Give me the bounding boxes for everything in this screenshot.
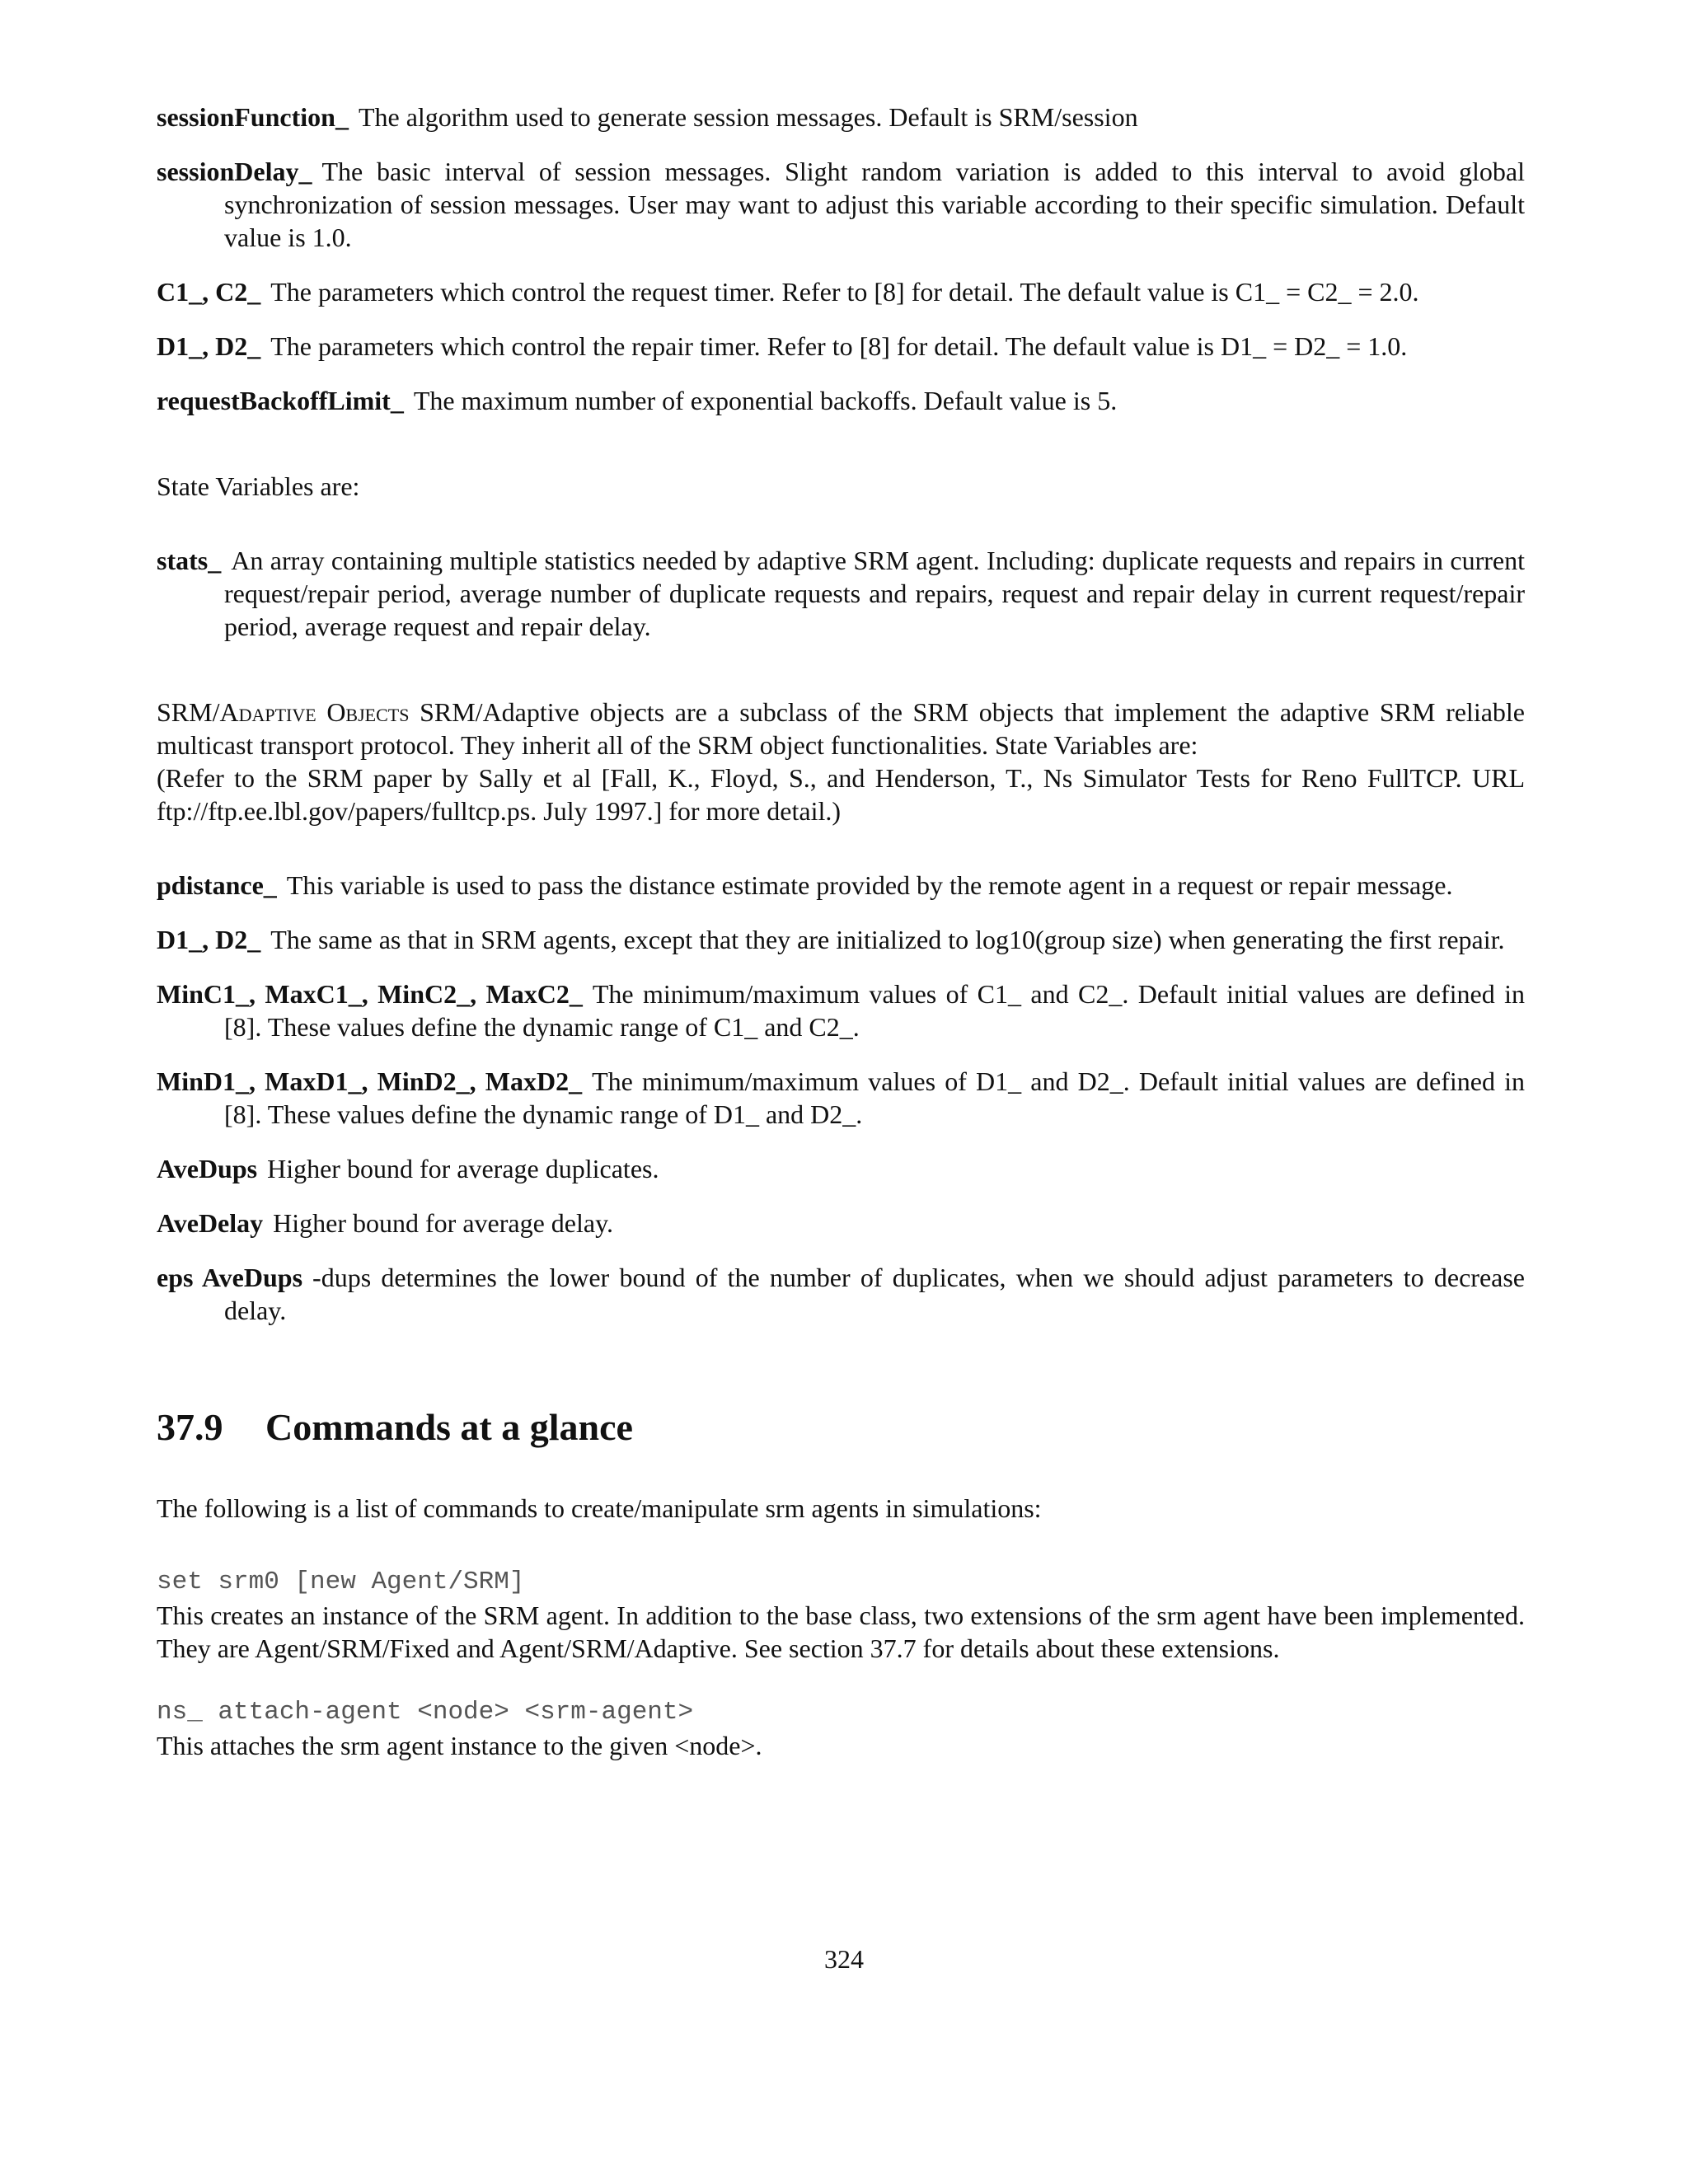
definition-term: D1_, D2_ — [157, 925, 261, 954]
definition-term: AveDups — [157, 1154, 258, 1183]
definition-text: This variable is used to pass the distance estimate provided by the remote agent in a request or repair message. — [286, 870, 1453, 900]
definition-text: The parameters which control the repair timer. Refer to [8] for detail. The default value is D1_ = D2_ = 1.0. — [270, 331, 1408, 361]
definition-text: The minimum/maximum values of C1_ and C2_. Default initial values are defined in [8]. These values define the dynamic range of C1_ and C2_. — [224, 979, 1526, 1042]
definition-d1-d2 — [157, 330, 1525, 363]
definition-min-max-d — [157, 1065, 1525, 1131]
definition-session-function — [157, 101, 1525, 134]
page-number: 324 — [824, 1944, 864, 1974]
section-heading — [157, 1404, 1525, 1451]
section-title: Commands at a glance — [265, 1406, 633, 1448]
definition-adaptive-d1-d2 — [157, 923, 1525, 956]
definition-term: sessionFunction_ — [157, 102, 349, 132]
definition-text: The same as that in SRM agents, except that they are initialized to log10(group size) when generating the first repair. — [270, 925, 1505, 954]
definition-term: requestBackoffLimit_ — [157, 386, 404, 415]
definition-text: The parameters which control the request timer. Refer to [8] for detail. The default value is C1_ = C2_ = 2.0. — [270, 277, 1419, 307]
command-description: This attaches the srm agent instance to the given <node>. — [157, 1731, 762, 1760]
definition-term: sessionDelay_ — [157, 157, 312, 186]
definition-term: MinC1_, MaxC1_, MinC2_, MaxC2_ — [157, 979, 583, 1009]
document-page — [157, 101, 1525, 1762]
definition-term: D1_, D2_ — [157, 331, 261, 361]
definition-stats — [157, 544, 1525, 643]
definition-text: The basic interval of session messages. Slight random variation is added to this interval to avoid global synchronization of session messages. User may want to adjust this variable according to their specific simulation. Default value is 1.0. — [224, 157, 1525, 252]
definition-text: -dups determines the lower bound of the number of duplicates, when we should adjust parameters to decrease delay. — [224, 1263, 1526, 1325]
definition-term: eps AveDups — [157, 1263, 303, 1292]
definition-term: AveDelay — [157, 1208, 264, 1238]
command-code: ns_ attach-agent <node> <srm-agent> — [157, 1698, 694, 1727]
adaptive-objects-paragraph — [157, 696, 1525, 762]
definition-c1-c2 — [157, 275, 1525, 308]
definition-text: Higher bound for average delay. — [273, 1208, 613, 1238]
adaptive-objects-text: SRM/Adaptive objects are a subclass of the SRM objects that implement the adaptive SRM reliable multicast transport protocol. They inherit all of the SRM object functionalities. State Variables are: — [157, 697, 1526, 760]
definition-text: An array containing multiple statistics needed by adaptive SRM agent. Including: duplicate requests and repairs in current request/repair period, average number of duplicate requests and repairs, request and repair delay in current request/repair period, average request and repair delay. — [224, 546, 1525, 641]
definition-pdistance — [157, 869, 1525, 902]
adaptive-objects-note: (Refer to the SRM paper by Sally et al [Fall, K., Floyd, S., and Henderson, T., Ns Simulator Tests for Reno FullTCP. URL ftp://ftp.ee.lbl.gov/papers/fulltcp.ps. July 1997.] for more detail.) — [157, 763, 1525, 826]
definition-text: The algorithm used to generate session messages. Default is SRM/session — [358, 102, 1138, 132]
section-number: 37.9 — [157, 1406, 223, 1448]
definition-text: Higher bound for average duplicates. — [267, 1154, 659, 1183]
definition-min-max-c — [157, 977, 1525, 1043]
definition-text: The minimum/maximum values of D1_ and D2_. Default initial values are defined in [8]. These values define the dynamic range of D1_ and D2_. — [224, 1066, 1525, 1129]
section-intro: The following is a list of commands to create/manipulate srm agents in simulations: — [157, 1493, 1042, 1523]
state-variables-intro: State Variables are: — [157, 471, 360, 501]
command-code: set srm0 [new Agent/SRM] — [157, 1568, 525, 1596]
definition-ave-dups — [157, 1152, 1525, 1185]
definition-term: C1_, C2_ — [157, 277, 261, 307]
definition-term: MinD1_, MaxD1_, MinD2_, MaxD2_ — [157, 1066, 583, 1096]
definition-text: The maximum number of exponential backoffs. Default value is 5. — [413, 386, 1118, 415]
definition-ave-delay — [157, 1207, 1525, 1240]
definition-term: stats_ — [157, 546, 222, 575]
definition-eps-ave-dups — [157, 1261, 1525, 1327]
definition-session-delay — [157, 155, 1525, 254]
command-description: This creates an instance of the SRM agent. In addition to the base class, two extensions of the srm agent have been implemented. They are Agent/SRM/Fixed and Agent/SRM/Adaptive. See section 37.7 for details about these extensions. — [157, 1601, 1525, 1663]
definition-request-backoff-limit — [157, 384, 1525, 417]
adaptive-objects-heading: SRM/Adaptive Objects — [157, 697, 410, 727]
definition-term: pdistance_ — [157, 870, 277, 900]
